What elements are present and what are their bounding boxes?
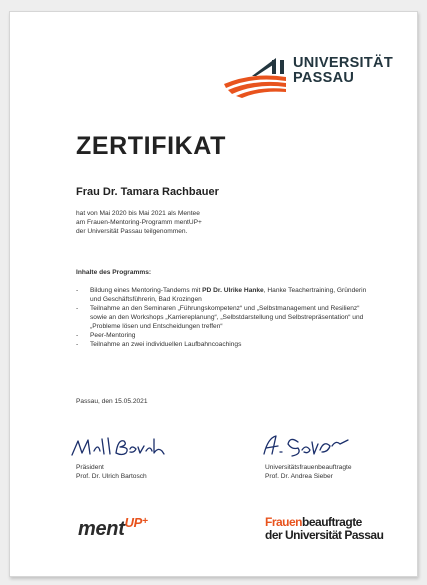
list-item: - Teilnahme an zwei individuellen Laufbahncoachings [76, 340, 376, 349]
intro-line: am Frauen-Mentoring-Programm mentUP+ [76, 219, 202, 226]
intro-line: der Universität Passau teilgenommen. [76, 228, 188, 235]
frauenbeauftragte-logo-rest: beauftragte [302, 515, 362, 529]
mentup-logo-up: UP [124, 515, 143, 530]
frauenbeauftragte-logo-line2: der Universität Passau [265, 528, 384, 542]
logo-line-1: UNIVERSITÄT [293, 55, 393, 71]
intro-text [76, 209, 202, 236]
equality-officer-signature [258, 432, 354, 460]
signature-role: Universitätsfrauenbeauftragte [265, 464, 352, 471]
list-item-text: Bildung eines Mentoring-Tandems mit [90, 287, 203, 294]
university-logo-text [293, 56, 393, 86]
list-item-text: , Hanke Teachertraining, Gründerin und Geschäftsführerin, Bad Krozingen [90, 287, 367, 303]
contents-heading: Inhalte des Programms: [76, 269, 152, 276]
logo-line-2: PASSAU [293, 70, 355, 86]
signature-role: Präsident [76, 464, 104, 471]
president-signature [68, 435, 168, 461]
certificate-page [9, 11, 418, 577]
list-item: - Peer-Mentoring [76, 331, 376, 340]
mentup-logo-plus: + [142, 516, 148, 527]
mentor-name: PD Dr. Ulrike Hanke [202, 287, 264, 294]
frauenbeauftragte-logo-accent: Frauen [265, 515, 303, 529]
list-item [76, 286, 376, 304]
contents-list [76, 286, 376, 349]
mentup-logo-main: ment [78, 518, 125, 540]
recipient-name: Frau Dr. Tamara Rachbauer [76, 186, 219, 198]
frauenbeauftragte-logo [265, 516, 383, 542]
university-logo-graphic [222, 54, 292, 98]
signature-name: Prof. Dr. Andrea Sieber [265, 473, 333, 480]
list-item: - Teilnahme an den Seminaren „Führungskompetenz“ und „Selbstmanagement und Resilienz“ sowie an den Workshops „Karriereplanung“, „Selbstdarstellung und Selbstrepräsentation“ und „Probleme lösen und Entscheidungen treffen“ [76, 304, 376, 331]
place-date: Passau, den 15.05.2021 [76, 398, 148, 405]
intro-line: hat von Mai 2020 bis Mai 2021 als Mentee [76, 210, 200, 217]
signature-block-president [76, 463, 147, 481]
mentup-logo [78, 515, 148, 541]
signature-name: Prof. Dr. Ulrich Bartosch [76, 473, 147, 480]
signature-block-equality-officer [265, 463, 352, 481]
certificate-title: ZERTIFIKAT [76, 132, 226, 160]
